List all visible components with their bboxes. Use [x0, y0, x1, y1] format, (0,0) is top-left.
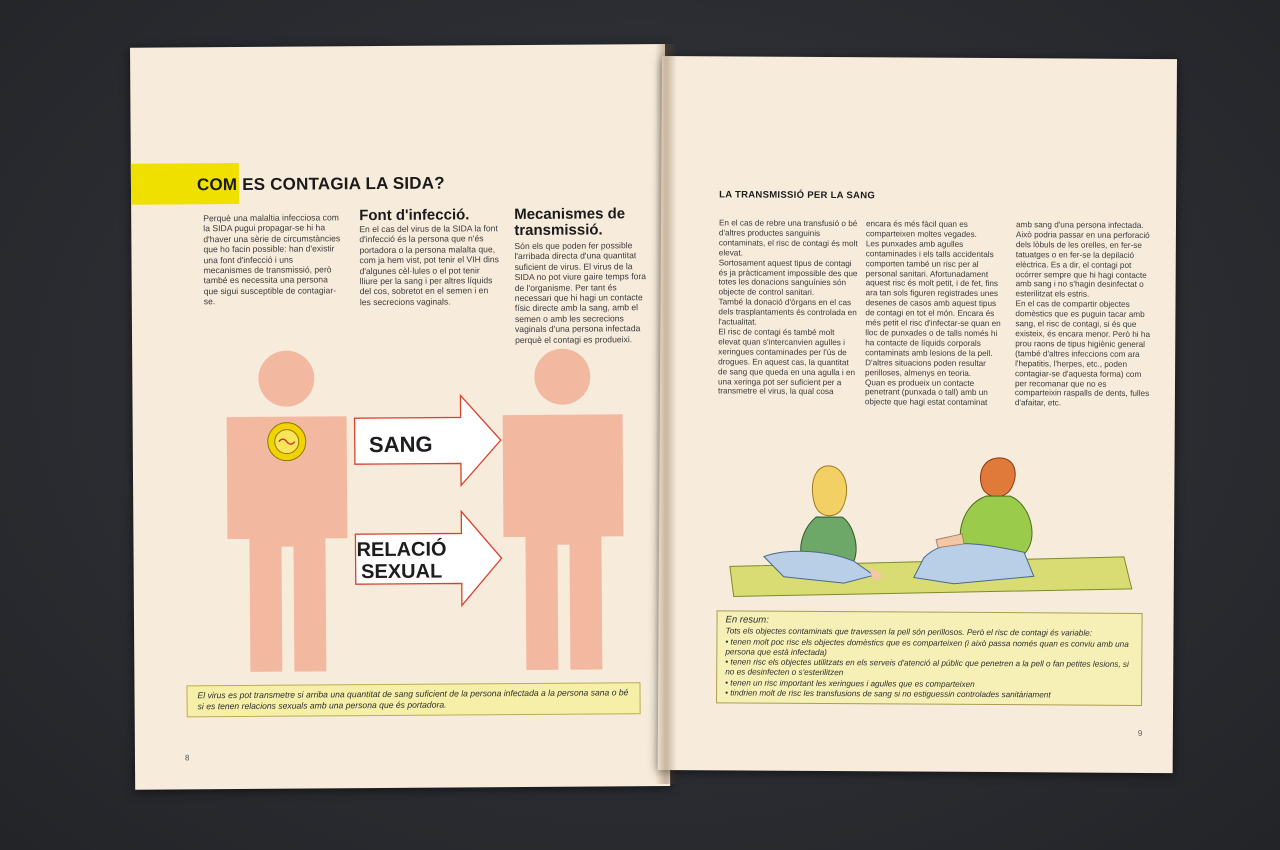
page-heading: COM ES CONTAGIA LA SIDA?: [196, 173, 445, 195]
text-column-3: amb sang d'una persona infectada. Això podria passar en una perforació dels lòbuls de les orelles, en fer-se tatuatges o en fer-se la depilació elèctrica. Es a dir, el contagi pot ocórrer sempre que hi hagi contacte amb sang i no s'hagin desinfectat o esterilitzat els estris. En el cas de compartir objectes domèstics que es puguin tacar amb sang, el risc de contagi, si és que existeix, és encara menor. Però hi ha prou raons de tipus higiènic general (també d'altres infeccions com ara l'hepatitis, l'herpes, etc., poden contagiar-se d'aquesta forma) com per recomanar que no es comparteixin raspalls de dents, fulles d'afaitar, etc.: [1014, 220, 1151, 408]
right-page: [658, 56, 1177, 773]
section-title: LA TRANSMISSIÓ PER LA SANG: [719, 189, 876, 202]
summary-line: Tots els objectes contaminats que travessen la pell són perillosos. Però el risc de contagi és variable:: [725, 626, 1093, 638]
page-number-left: 8: [184, 753, 190, 763]
caption-box: El virus es pot transmetre si arriba una quantitat de sang suficient de la persona infectada a la persona sana o bé si es tenen relacions sexuals amb una persona que és portadora.: [186, 682, 640, 717]
transmission-diagram: [224, 344, 646, 677]
relacio-label: RELACIÓ: [356, 538, 447, 562]
mecanismes-title: Mecanismes de transmissió.: [514, 205, 626, 240]
summary-line: • tindrien molt de risc les transfusions de sang si no estiguessin controlades sanitàriament: [725, 688, 1051, 700]
font-infeccio-text: En el cas del virus de la SIDA la font d'infecció és la persona que n'és portadora o la persona malalta que, com ja hem vist, pot tenir el VIH dins d'algunes cèl·lules o el pot tenir lliure per la sang i per altres líquids del cos, sobretot en el semen i en les secrecions vaginals.: [359, 223, 500, 307]
sexual-label: SEXUAL: [361, 560, 443, 584]
summary-line: • tenen un risc important les xeringues i agulles que es comparteixen: [725, 678, 975, 689]
summary-box: [716, 610, 1143, 706]
healthy-person-figure: [502, 348, 624, 670]
summary-title: En resum:: [725, 614, 769, 626]
text-column-1: En el cas de rebre una transfusió o bé d'altres productes sanguinis contaminats, el risc de contagi és molt elevat. Sortosament aquest tipus de contagi és ja pràcticament impossible des que totes les donacions sanguínies són objecte de control sanitari. També la donació d'òrgans en el cas dels trasplantaments és controlada en l'actualitat. El risc de contagi és també molt elevat quan s'intercanvien agulles i xeringues contaminades per l'ús de drogues. En aquest cas, la quantitat de sang que queda en una agulla i en una xeringa pot ser suficient per a transmetre el virus, la qual cosa: [717, 218, 858, 397]
left-page: [130, 44, 670, 790]
summary-line: • tenen molt poc risc els objectes domèstics que es comparteixen (i això passa només quan es conviu amb una persona que està infectada): [725, 636, 1129, 657]
infected-person-figure: [226, 350, 348, 672]
man-figure: [914, 457, 1035, 584]
mecanismes-text: Són els que poden fer possible l'arribada directa d'una quantitat suficient de virus. El virus de la SIDA no pot viure gaire temps fora de l'organisme. Per tant és necessari que hi hagi un contacte físic directe amb la sang, amb el semen o amb les secrecions vaginals d'una persona infectada perquè el contagi es produeixi.: [514, 240, 647, 345]
people-illustration: [724, 436, 1145, 609]
page-number-right: 9: [1137, 728, 1143, 738]
summary-line: • tenen risc els objectes utilitzats en els serveis d'atenció al públic que penetren a la pell o fan petites lesions, si no es desinfecten o s'esterilitzen: [725, 657, 1129, 678]
sang-label: SANG: [368, 431, 433, 458]
font-infeccio-title: Font d'infecció.: [359, 206, 470, 225]
text-column-2: encara és més fàcil quan es comparteixen moltes vegades. Les punxades amb agulles contaminades i els talls accidentals comporten també un risc per al personal sanitari. Afortunadament aquest risc és molt petit, i de fet, fins ara tan sols figuren registrades unes desenes de casos amb aquest tipus de contagi en tot el món. Encara és més petit el risc d'infectar-se quan en lloc de punxades o de talls només hi ha contacte de líquids corporals contaminats amb lesions de la pell. D'altres situacions poden resultar perilloses, almenys en teoria. Quan es produeix un contacte penetrant (punxada o tall) amb un objecte que hagi estat contaminat: [864, 219, 1001, 408]
virus-icon: [268, 423, 306, 461]
intro-text: Perquè una malaltia infecciosa com la SIDA pugui propagar-se hi ha d'haver una sèrie de circumstàncies que ho facin possible: han d'existir una font d'infecció i uns mecanismes de transmissió, però també es necessita una persona que sigui susceptible de contagiar-se.: [203, 212, 341, 307]
